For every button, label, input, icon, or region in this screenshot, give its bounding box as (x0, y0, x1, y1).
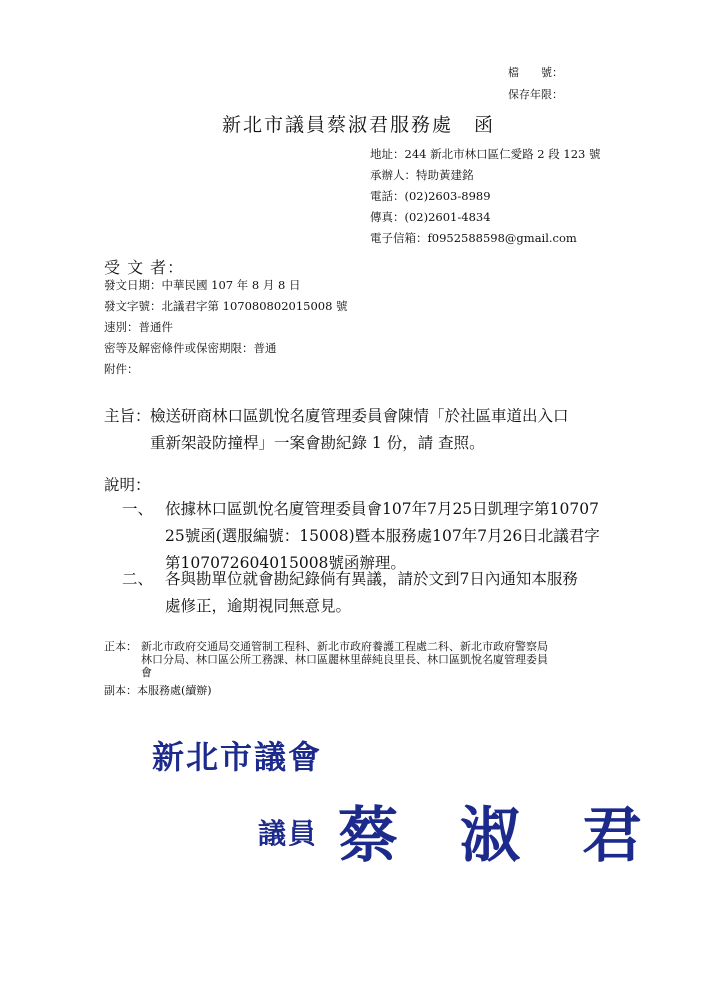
council-stamp: 新北市議會 (152, 738, 323, 776)
copy-recipients: 副本：本服務處(續辦) (104, 684, 212, 697)
main-recipients (141, 640, 548, 679)
subject-label: 主旨： (104, 407, 151, 425)
document-title: 新北市議員蔡淑君服務處 函 (222, 114, 496, 136)
explanation-item-1-line: 依據林口區凱悅名廈管理委員會107年7月25日凱理字第10707 (165, 500, 599, 518)
delivery-speed: 速別：普通件 (104, 320, 173, 334)
document-number: 發文字號：北議君字第 107080802015008 號 (104, 299, 348, 313)
explanation-item-2-line: 處修正，逾期視同無意見。 (165, 597, 352, 615)
main-recipients-line: 林口分局、林口區公所工務課、林口區麗林里薛純良里長、林口區凱悅名廈管理委員 (141, 653, 548, 666)
main-recipients-label: 正本： (104, 640, 137, 653)
contact-handler: 承辦人：特助黃建銘 (370, 168, 474, 182)
main-recipients-line: 新北市政府交通局交通管制工程科、新北市政府養護工程處二科、新北市政府警察局 (141, 640, 548, 653)
explanation-item-number: 二、 (122, 570, 154, 588)
contact-address: 地址：244 新北市林口區仁愛路 2 段 123 號 (370, 147, 601, 161)
explanation-item-1-line: 第107072604015008號函辦理。 (165, 554, 406, 572)
subject-line-2: 重新架設防撞桿」一案會勘紀錄 1 份，請 查照。 (150, 434, 485, 452)
contact-block (370, 144, 601, 249)
security-level: 密等及解密條件或保密期限：普通 (104, 341, 277, 355)
attachment-label: 附件： (104, 362, 139, 376)
explanation-item-2 (165, 566, 578, 620)
recipient-label: 受 文 者： (104, 258, 185, 277)
explanation-item-1-line: 25號函(選服編號：15008)暨本服務處107年7月26日北議君字 (165, 527, 600, 545)
contact-fax: 傳真：(02)2601-4834 (370, 210, 491, 224)
contact-email: 電子信箱：f0952588598@gmail.com (370, 231, 577, 245)
explanation-item-number: 一、 (122, 500, 154, 518)
councilor-name-stamp: 蔡 淑 君 (338, 801, 643, 871)
main-recipients-line: 會 (141, 666, 152, 679)
explanation-item-2-line: 各與勘單位就會勘紀錄倘有異議，請於文到7日內通知本服務 (165, 570, 578, 588)
explanation-item-1 (165, 496, 600, 577)
issuance-meta (104, 275, 348, 380)
file-number-label: 檔 號： (508, 66, 563, 79)
subject-line-1: 檢送研商林口區凱悅名廈管理委員會陳情「於社區車道出入口 (150, 407, 569, 425)
retention-period-label: 保存年限： (508, 88, 563, 101)
contact-phone: 電話：(02)2603-8989 (370, 189, 491, 203)
explanation-label: 說明： (104, 476, 151, 494)
issue-date: 發文日期：中華民國 107 年 8 月 8 日 (104, 278, 301, 292)
councilor-title-stamp: 議員 (258, 817, 319, 850)
